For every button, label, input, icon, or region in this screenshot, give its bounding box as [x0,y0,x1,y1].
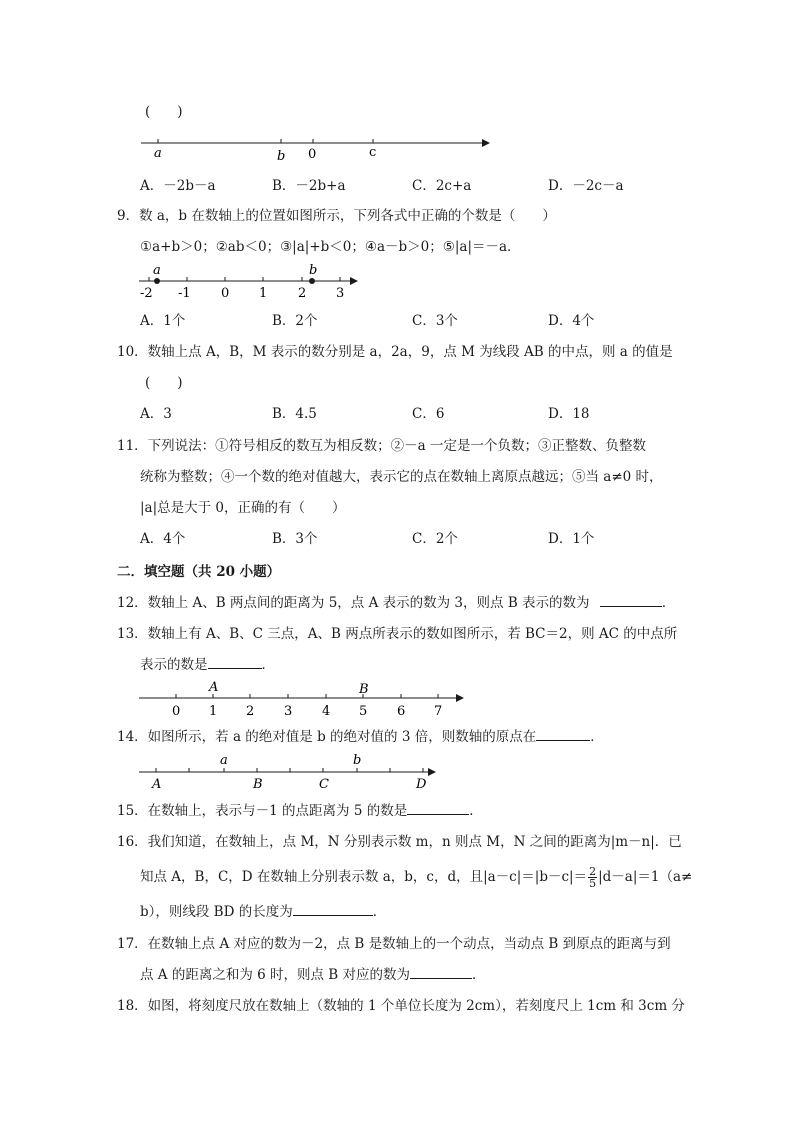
q16-line-2a: 知点 A，B，C，D 在数轴上分别表示数 a，b，c，d，且|a－c|＝|b－c|＝ [140,869,588,885]
tick-label-0: 0 [221,286,230,300]
tick-label--2: -2 [140,286,153,300]
q17-stem-2: 点 A 的距离之和为 6 时，则点 B 对应的数为 [140,967,411,983]
fraction-denominator: 5 [589,877,597,890]
q8-option-b[interactable]: B．－2b+a [272,178,346,194]
q16-line-3 [140,903,386,921]
tick-label--1: -1 [178,286,191,300]
q17-line-2 [140,966,486,984]
q15-answer-blank[interactable] [407,802,469,815]
q10-paren: ( ) [145,375,183,391]
q17-end: ． [472,967,486,983]
label-a: a [154,146,162,161]
tick-label-5: 5 [359,704,368,718]
q11-option-a[interactable]: A．4个 [140,531,186,547]
q14-number-line [136,752,446,792]
q11-option-d[interactable]: D．1个 [548,531,595,547]
q9-stem: 9．数 a，b 在数轴上的位置如图所示，下列各式中正确的个数是（ ） [117,208,556,224]
q12-end: ． [661,595,676,611]
label-b: b [277,149,286,164]
tick-label-4: 4 [322,704,331,718]
q17-answer-blank[interactable] [410,966,472,979]
top-label-a: a [220,753,228,768]
q12-answer-blank[interactable] [600,594,662,607]
q10-option-c[interactable]: C．6 [412,406,445,422]
q13-number-line [136,678,476,718]
q13-line-2 [140,656,275,674]
tick-label-2: 2 [298,286,307,300]
q15-text [117,802,483,820]
point-a [154,278,160,284]
q9-option-a[interactable]: A．1个 [140,313,186,329]
q16-line-2 [140,866,692,889]
q16-fraction [588,866,597,889]
q10-option-a[interactable]: A．3 [140,406,172,422]
q16-line-2b: |d－a|＝1（a≠ [598,869,693,885]
axis-arrow [350,277,358,285]
q8-option-c[interactable]: C．2c+a [412,178,472,194]
q15-stem: 15．在数轴上，表示与－1 的点距离为 5 的数是 [117,803,408,819]
q8-option-a[interactable]: A．－2b－a [140,178,216,194]
fraction-numerator: 2 [589,865,597,878]
axis-arrow [428,768,436,776]
q16-stem-3: b），则线段 BD 的长度为 [140,904,293,920]
q16-line-1: 16．我们知道，在数轴上，点 M，N 分别表示数 m，n 则点 M，N 之间的距离为|m－n|．已 [117,834,682,850]
q17-line-1: 17．在数轴上点 A 对应的数为－2，点 B 是数轴上的一个动点，当动点 B 到原点的距离与到 [117,936,671,952]
q18-line-1: 18．如图，将刻度尺放在数轴上（数轴的 1 个单位长度为 2cm），若刻度尺上 1cm 和 3cm 分 [117,998,685,1014]
q10-stem: 10．数轴上点 A，B，M 表示的数分别是 a，2a，9，点 M 为线段 AB 的中点，则 a 的值是 [117,344,673,360]
top-label-b: b [353,753,362,768]
q9-option-d[interactable]: D．4个 [548,313,595,329]
q9-number-line [136,264,366,300]
point-b [309,278,315,284]
bottom-label-B: B [253,777,263,792]
q11-line-1: 11．下列说法：①符号相反的数互为相反数；②－a 一定是一个负数；③正整数、负整数 [117,438,647,454]
q14-stem: 14．如图所示，若 a 的绝对值是 b 的绝对值的 3 倍，则数轴的原点在 [117,729,537,745]
q12-text [117,594,675,612]
tick-label-6: 6 [397,704,406,718]
q11-line-2: 统称为整数；④一个数的绝对值越大，表示它的点在数轴上离原点越远；⑤当 a≠0 时， [140,469,663,485]
label-0: 0 [308,147,317,162]
axis-arrow [482,139,490,147]
section-title: 二．填空题（共 20 小题） [117,564,281,580]
q8-paren: ( ) [145,104,183,120]
tick-label-3: 3 [336,286,345,300]
tick-label-0: 0 [172,704,181,718]
point-label-B: B [359,682,369,697]
tick-label-1: 1 [259,286,268,300]
q9-option-c[interactable]: C．3个 [412,313,458,329]
bottom-label-A: A [152,777,162,792]
q11-option-b[interactable]: B．3个 [272,531,318,547]
tick-label-1: 1 [209,704,218,718]
point-label-a: a [153,264,161,278]
q13-end: ． [261,657,275,673]
q14-answer-blank[interactable] [536,728,590,741]
q12-stem: 12．数轴上 A、B 两点间的距离为 5，点 A 表示的数为 3，则点 B 表示的数为 [117,595,590,611]
q10-option-b[interactable]: B．4.5 [272,406,317,422]
label-c: c [369,145,377,160]
tick-label-3: 3 [284,704,293,718]
q14-end: ． [590,729,604,745]
q14-text [117,728,604,746]
point-label-A: A [209,680,219,695]
q9-items: ①a+b＞0；②ab＜0；③|a|+b＜0；④a－b＞0；⑤|a|＝－a． [140,239,521,255]
q8-number-line [138,132,498,164]
axis-arrow [456,694,464,702]
bottom-label-D: D [416,777,427,792]
tick-label-2: 2 [246,704,255,718]
q11-line-3: |a|总是大于 0，正确的有（ ） [140,500,346,516]
point-label-b: b [309,264,318,278]
q15-end: ． [469,803,483,819]
q16-end: ． [372,904,387,920]
q8-option-d[interactable]: D．－2c－a [548,178,624,194]
q13-stem-2: 表示的数是 [140,657,208,673]
q13-line-1: 13．数轴上有 A、B、C 三点，A、B 两点所表示的数如图所示，若 BC＝2，则 AC 的中点所 [117,626,678,642]
tick-label-7: 7 [434,704,443,718]
q16-answer-blank[interactable] [293,903,373,916]
q9-option-b[interactable]: B．2个 [272,313,318,329]
q11-option-c[interactable]: C．2个 [412,531,458,547]
bottom-label-C: C [319,777,329,792]
q13-answer-blank[interactable] [208,656,262,669]
q10-option-d[interactable]: D．18 [548,406,590,422]
